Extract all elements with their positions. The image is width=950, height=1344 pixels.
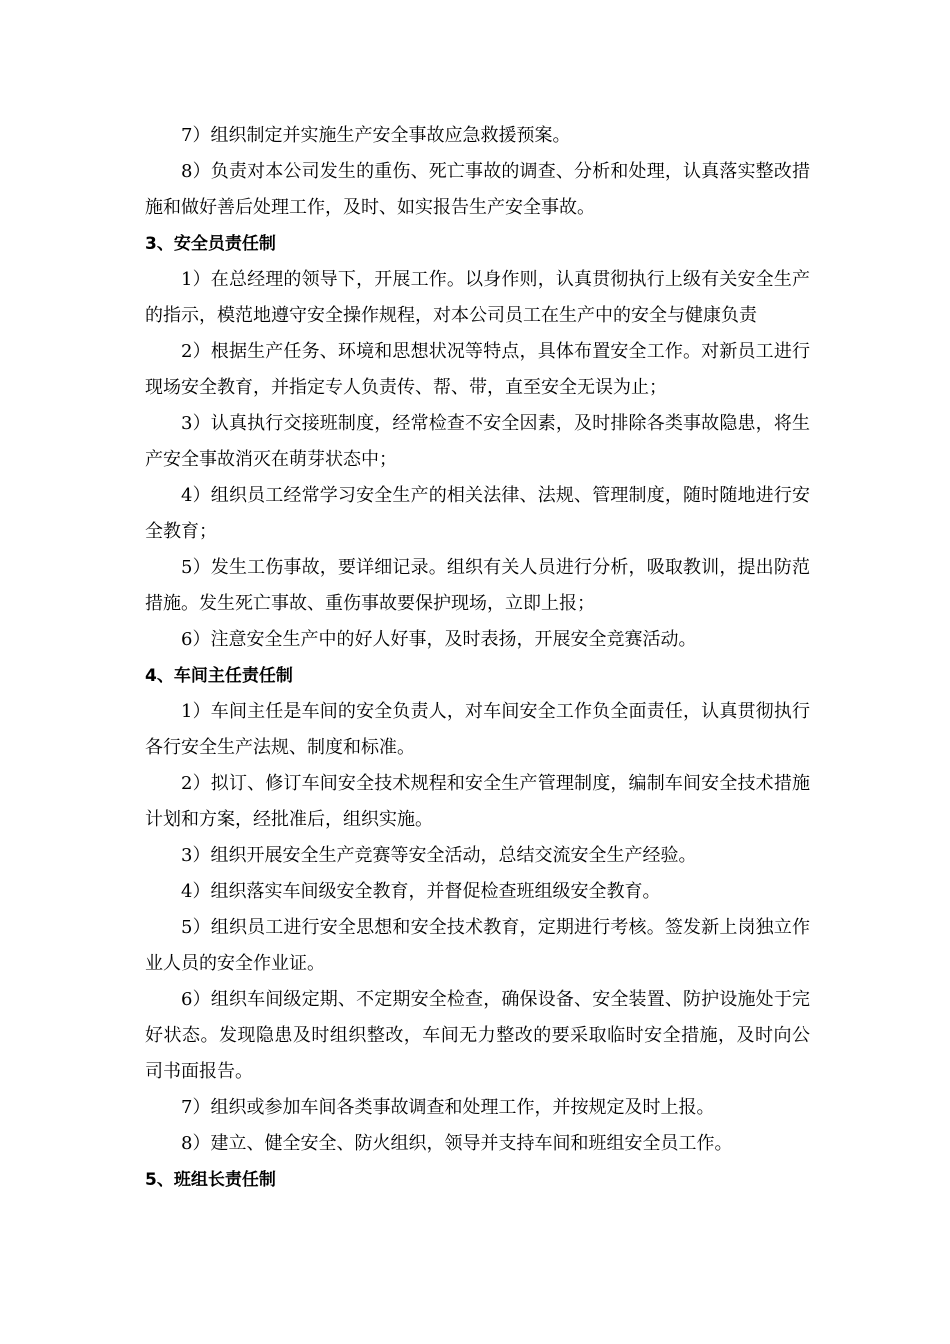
paragraph: 4）组织员工经常学习安全生产的相关法律、法规、管理制度，随时随地进行安全教育； [145,485,810,542]
paragraph: 3）组织开展安全生产竞赛等安全活动，总结交流安全生产经验。 [181,845,697,866]
paragraph: 1）车间主任是车间的安全负责人，对车间安全工作负全面责任，认真贯彻执行各行安全生产法规、制度和标准。 [145,701,810,758]
paragraph: 6）组织车间级定期、不定期安全检查，确保设备、安全装置、防护设施处于完好状态。发现隐患及时组织整改，车间无力整改的要采取临时安全措施，及时向公司书面报告。 [145,989,810,1082]
paragraph: 5）组织员工进行安全思想和安全技术教育，定期进行考核。签发新上岗独立作业人员的安全作业证。 [145,917,810,974]
section-heading: 5、班组长责任制 [145,1170,276,1190]
paragraph: 2）拟订、修订车间安全技术规程和安全生产管理制度，编制车间安全技术措施计划和方案，经批准后，组织实施。 [145,773,810,830]
paragraph: 5）发生工伤事故，要详细记录。组织有关人员进行分析，吸取教训，提出防范措施。发生死亡事故、重伤事故要保护现场，立即上报； [145,557,810,614]
paragraph: 7）组织制定并实施生产安全事故应急救援预案。 [181,125,571,146]
paragraph: 6）注意安全生产中的好人好事，及时表扬，开展安全竞赛活动。 [181,629,697,650]
document-body [145,118,810,1198]
paragraph: 7）组织或参加车间各类事故调查和处理工作，并按规定及时上报。 [181,1097,715,1118]
paragraph: 8）负责对本公司发生的重伤、死亡事故的调查、分析和处理，认真落实整改措施和做好善后处理工作，及时、如实报告生产安全事故。 [145,161,810,218]
paragraph: 2）根据生产任务、环境和思想状况等特点，具体布置安全工作。对新员工进行现场安全教育，并指定专人负责传、帮、带，直至安全无误为止； [145,341,810,398]
paragraph: 8）建立、健全安全、防火组织，领导并支持车间和班组安全员工作。 [181,1133,733,1154]
paragraph: 3）认真执行交接班制度，经常检查不安全因素，及时排除各类事故隐患，将生产安全事故消灭在萌芽状态中； [145,413,810,470]
section-heading: 3、安全员责任制 [145,234,276,254]
paragraph: 1）在总经理的领导下，开展工作。以身作则，认真贯彻执行上级有关安全生产的指示，模范地遵守安全操作规程，对本公司员工在生产中的安全与健康负责 [145,269,810,326]
paragraph: 4）组织落实车间级安全教育，并督促检查班组级安全教育。 [181,881,661,902]
section-heading: 4、车间主任责任制 [145,666,293,686]
